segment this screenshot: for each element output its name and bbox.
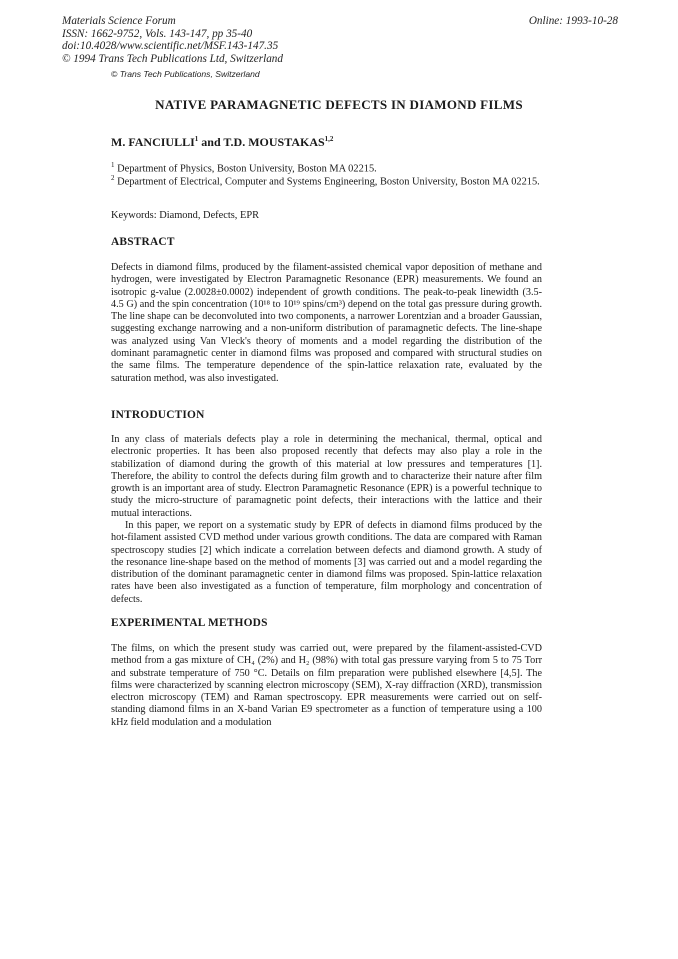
publisher-note: © Trans Tech Publications, Switzerland [111, 69, 260, 79]
abstract-paragraph: Defects in diamond films, produced by the filament-assisted chemical vapor deposition of methane and hydrogen, were investigated by Electron Paramagnetic Resonance (EPR) measurements. We found an isotropic g-value (2.0028±0.0002) independent of growth conditions. The peak-to-peak linewidth (3.5-4.5 G) and the spin concentration (10¹⁸ to 10¹⁹ spins/cm³) depend on the total gas pressure during growth. The line shape can be deconvoluted into two components, a narrower Lorentzian and a broader Gaussian, suggesting exchange narrowing and a non-uniform distribution of paramagnetic defects. The line-shape was analyzed using Van Vleck's theory of moments and a model regarding the distribution of the dominant paramagnetic center in diamond films was proposed and compared with structural studies on the same films. The temperature dependence of the spin-lattice relaxation rate, evaluated by the saturation method, was also investigated. [111, 262, 542, 384]
author-line [111, 135, 333, 150]
affiliation-2-text: Department of Electrical, Computer and Systems Engineering, Boston University, Boston MA 02215. [114, 176, 540, 188]
paper-title: NATIVE PARAMAGNETIC DEFECTS IN DIAMOND FILMS [155, 97, 523, 112]
author-1-sup: 1 [194, 135, 199, 143]
citation-header [62, 15, 283, 65]
affiliation-1-sup: 1 [111, 161, 115, 169]
author-2: T.D. MOUSTAKAS [223, 135, 325, 149]
affiliation-1-text: Department of Physics, Boston University, Boston MA 02215. [114, 163, 377, 175]
journal-name: Materials Science Forum [62, 15, 176, 27]
author-2-sup: 1,2 [324, 135, 334, 143]
methods-paragraph-1: The films, on which the present study was carried out, were prepared by the filament-assisted-CVD method from a gas mixture of CH₄ (2%) and H₂ (98%) with total gas pressure varying from 5 to 75 Torr and substrate temperature of 750 °C. Details on film preparation were published elsewhere [4,5]. The films were characterized by scanning electron microscopy (SEM), X-ray diffraction (XRD), transmission electron microscopy (TEM) and Raman spectroscopy. EPR measurements were carried out on self-standing diamond films in an X-band Varian E9 spectrometer as a function of temperature using a 100 kHz field modulation and a modulation [111, 643, 542, 728]
affiliation-2-sup: 2 [111, 174, 115, 182]
methods-heading: EXPERIMENTAL METHODS [111, 617, 268, 629]
online-date: Online: 1993-10-28 [528, 15, 618, 27]
issn-line: ISSN: 1662-9752, Vols. 143-147, pp 35-40 [62, 27, 253, 40]
introduction-heading: INTRODUCTION [111, 409, 205, 421]
author-connector: and [198, 135, 224, 149]
copyright-line: © 1994 Trans Tech Publications Ltd, Switzerland [62, 52, 283, 65]
affiliation-2 [111, 172, 543, 189]
introduction-paragraph-1: In any class of materials defects play a role in determining the mechanical, thermal, optical and electronic properties. It has been also proposed recently that defects may also play a role in the stabilization of diamond during the growth of this material at low pressures and temperatures [1]. Therefore, the ability to control the defects during film growth and to characterize their nature after film growth is an important area of study. Electron Paramagnetic Resonance (EPR) is a powerful technique to study the micro-structure of paramagnetic point defects, their interactions with the lattice and their mutual interactions. [111, 434, 542, 519]
introduction-paragraph-2-text: In this paper, we report on a systematic study by EPR of defects in diamond films produced by the hot-filament assisted CVD method under various growth conditions. The data are compared with Raman spectroscopy studies [2] which indicate a correlation between defects and diamond growth. A study of the resonance line-shape based on the method of moments [3] was carried out and a model regarding the distribution of the dominant paramagnetic center in diamond films was proposed. Spin-lattice relaxation rates have been also investigated as a function of temperature, film morphology and concentration of defects. [111, 520, 542, 605]
author-1: M. FANCIULLI [111, 135, 195, 149]
abstract-heading: ABSTRACT [111, 236, 175, 248]
keywords: Keywords: Diamond, Defects, EPR [111, 210, 260, 221]
introduction-paragraph-2 [111, 520, 542, 606]
doi-line: doi:10.4028/www.scientific.net/MSF.143-147.35 [62, 40, 279, 52]
